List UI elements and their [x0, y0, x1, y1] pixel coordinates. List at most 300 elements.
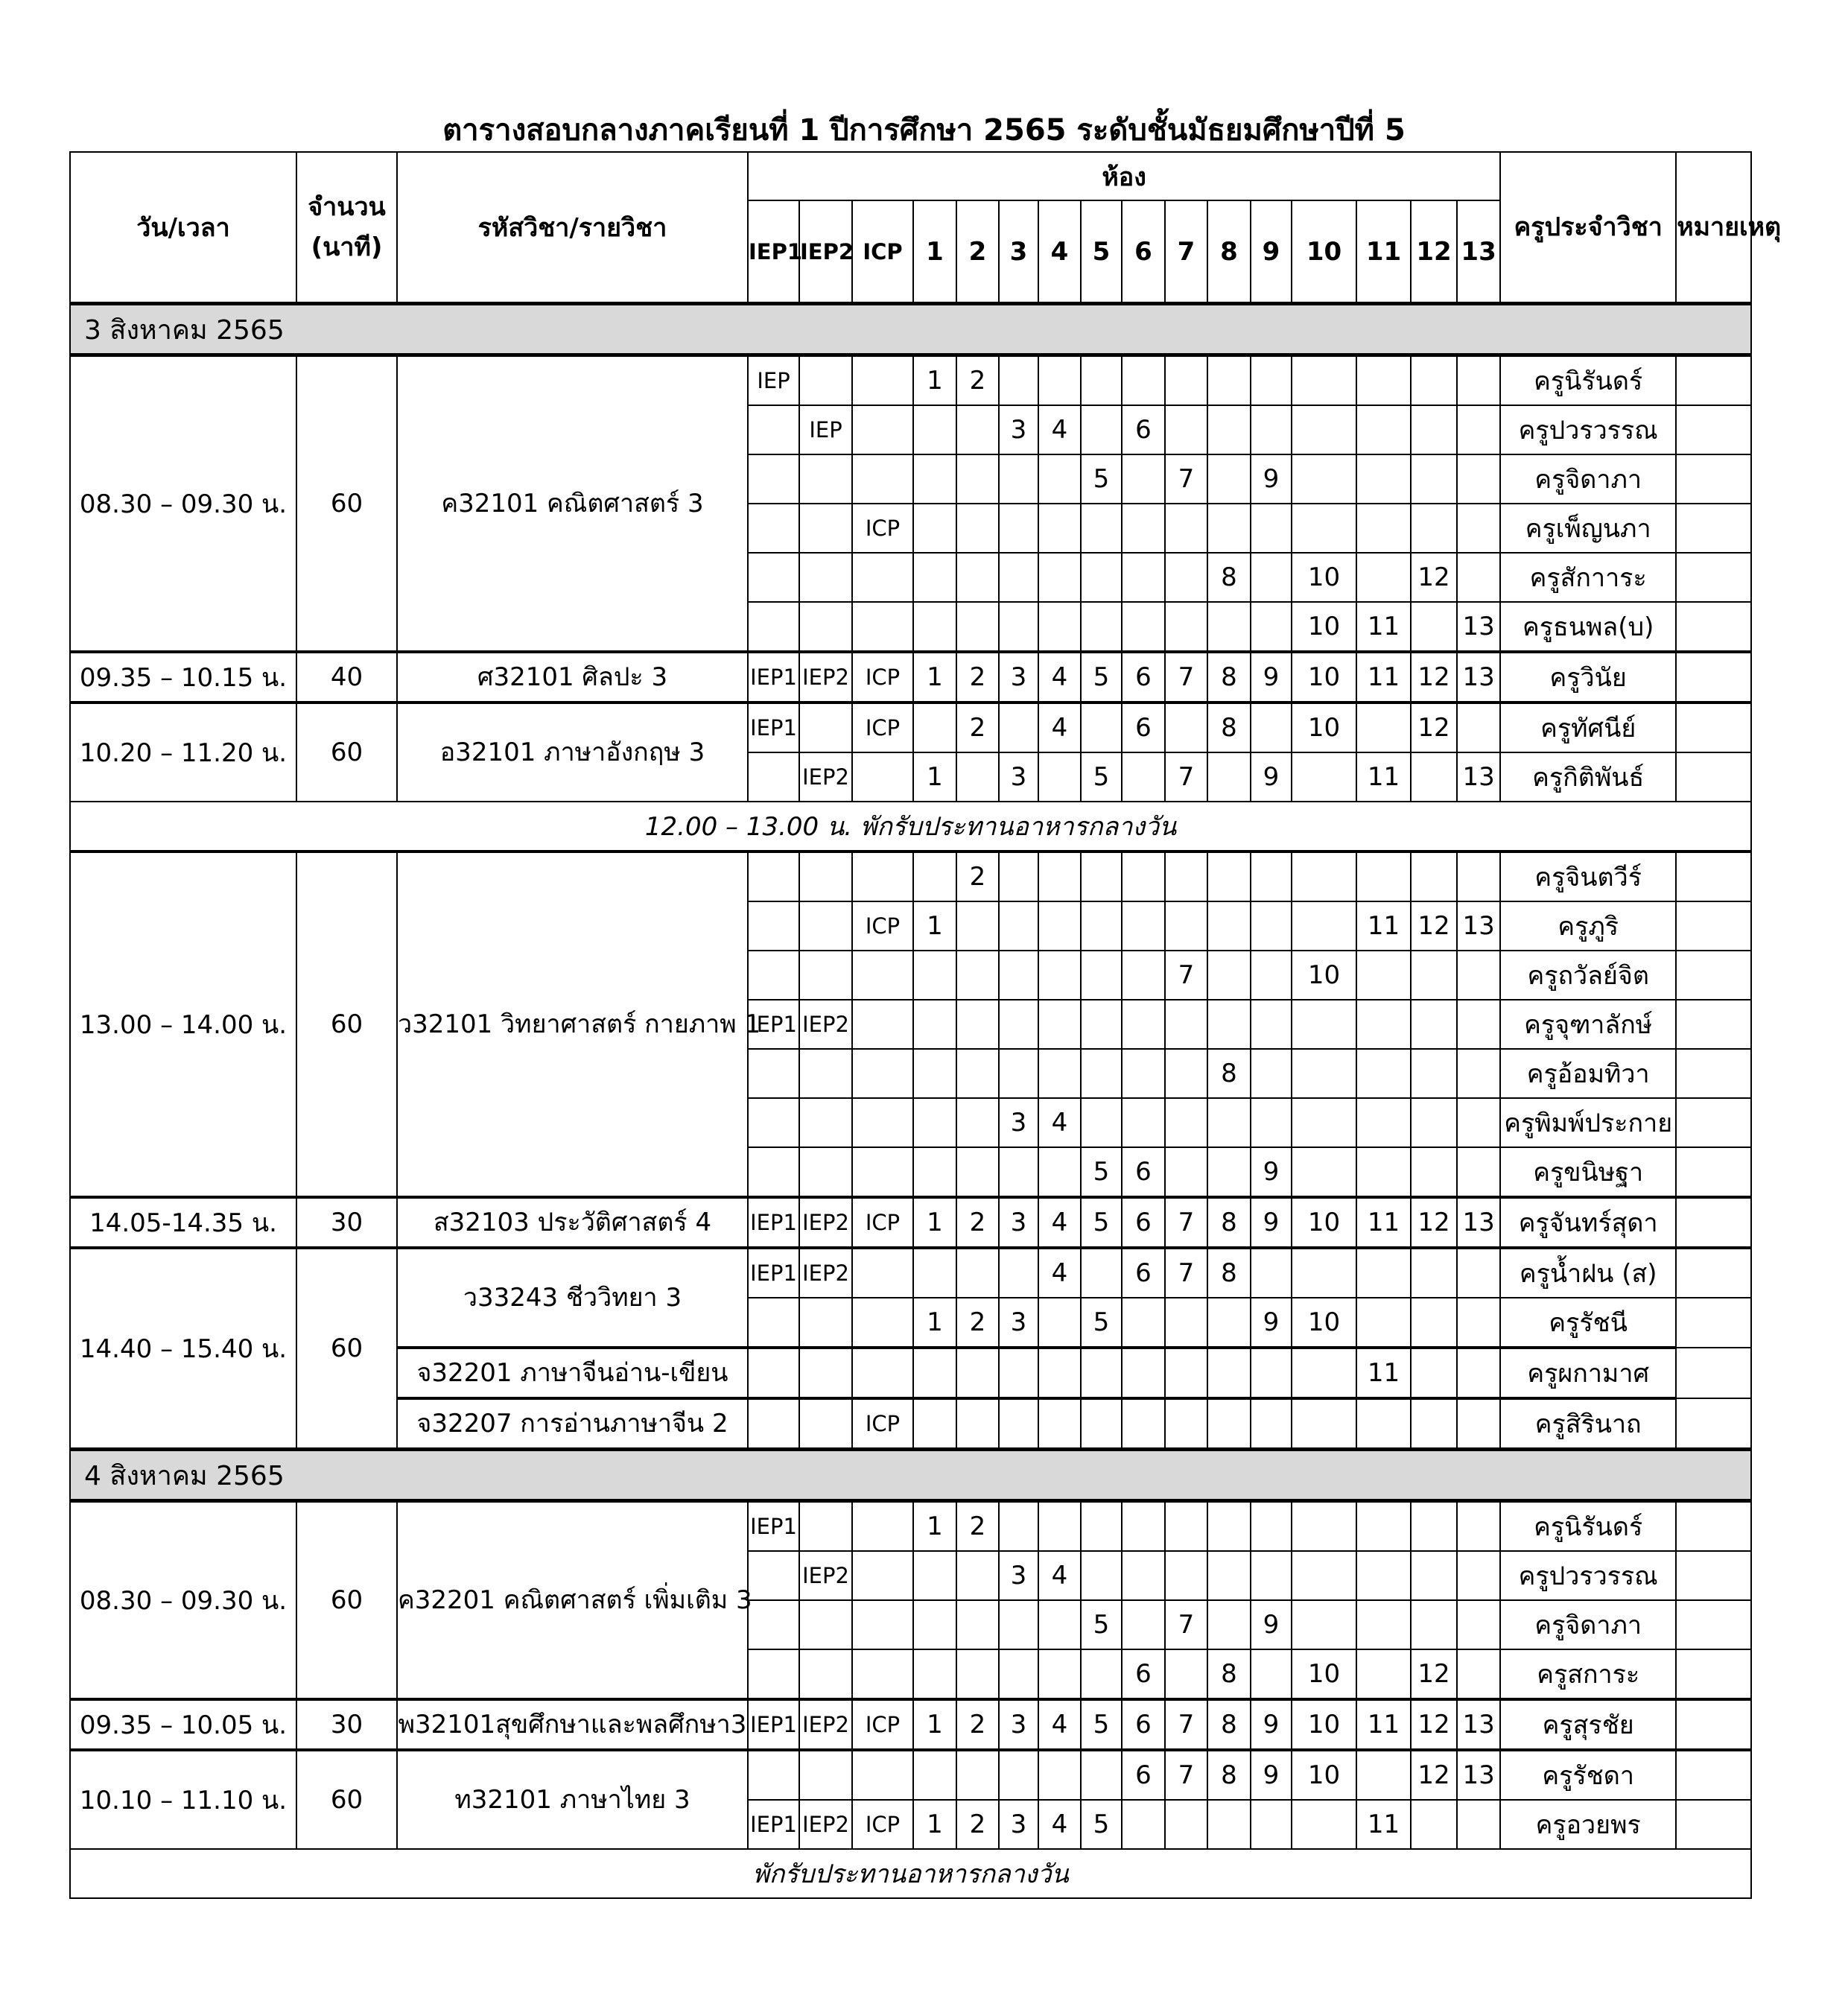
- room-cell: [1038, 851, 1081, 901]
- teacher-name: ครูอ้อมทิวา: [1500, 1049, 1676, 1098]
- room-cell: 10: [1292, 1298, 1356, 1348]
- room-cell: [1207, 1551, 1251, 1600]
- room-cell: [1292, 1398, 1356, 1450]
- room-cell: [913, 405, 956, 454]
- remark-cell: [1676, 951, 1751, 1000]
- room-cell: [1457, 1600, 1500, 1649]
- room-cell: [1207, 1348, 1251, 1398]
- room-cell: [1081, 1248, 1122, 1298]
- room-cell: 2: [956, 851, 999, 901]
- room-cell: 3: [999, 752, 1038, 802]
- room-cell: [1122, 1800, 1165, 1849]
- room-cell: [1292, 1348, 1356, 1398]
- room-cell: [1457, 1000, 1500, 1049]
- room-cell: 10: [1292, 703, 1356, 752]
- room-column-header: 12: [1411, 200, 1457, 304]
- room-cell: 7: [1165, 1600, 1207, 1649]
- room-cell: [799, 504, 852, 553]
- room-cell: [748, 1551, 799, 1600]
- room-cell: 11: [1356, 1800, 1411, 1849]
- room-cell: [1207, 1098, 1251, 1147]
- day-row: [70, 304, 1751, 355]
- room-cell: [1356, 1098, 1411, 1147]
- room-cell: [1251, 1348, 1292, 1398]
- room-cell: IEP2: [799, 1699, 852, 1750]
- header-remark: หมายเหตุ: [1676, 152, 1751, 304]
- room-cell: 3: [999, 1551, 1038, 1600]
- room-cell: [1038, 951, 1081, 1000]
- room-cell: 9: [1251, 652, 1292, 703]
- room-cell: [1457, 951, 1500, 1000]
- exam-time: 09.35 – 10.15 น.: [70, 652, 296, 703]
- room-cell: [852, 355, 913, 406]
- room-cell: [999, 454, 1038, 504]
- room-cell: [999, 1348, 1038, 1398]
- room-cell: [1081, 602, 1122, 652]
- room-cell: [1122, 1000, 1165, 1049]
- room-cell: [956, 901, 999, 951]
- room-cell: 3: [999, 652, 1038, 703]
- room-cell: [799, 1501, 852, 1552]
- room-cell: [999, 1649, 1038, 1699]
- room-cell: [1038, 1147, 1081, 1197]
- room-cell: [1292, 405, 1356, 454]
- room-cell: [1457, 454, 1500, 504]
- room-cell: [1207, 405, 1251, 454]
- room-cell: [1411, 1600, 1457, 1649]
- room-cell: [1356, 355, 1411, 406]
- room-cell: 1: [913, 1298, 956, 1348]
- room-cell: IEP1: [748, 1197, 799, 1248]
- exam-schedule-table: [69, 151, 1782, 1899]
- room-cell: [1165, 1000, 1207, 1049]
- room-cell: 10: [1292, 652, 1356, 703]
- room-cell: [1122, 1348, 1165, 1398]
- room-cell: [1038, 1649, 1081, 1699]
- room-cell: 12: [1411, 652, 1457, 703]
- room-cell: [913, 1248, 956, 1298]
- room-cell: [1251, 1551, 1292, 1600]
- room-cell: [1251, 1501, 1292, 1552]
- room-cell: ICP: [852, 703, 913, 752]
- room-cell: [1165, 1501, 1207, 1552]
- room-cell: [1038, 1000, 1081, 1049]
- room-cell: 7: [1165, 454, 1207, 504]
- room-cell: [1356, 703, 1411, 752]
- teacher-name: ครูจันทร์สุดา: [1500, 1197, 1676, 1248]
- day-date: 3 สิงหาคม 2565: [70, 304, 1751, 355]
- remark-cell: [1676, 703, 1751, 752]
- room-cell: IEP1: [748, 703, 799, 752]
- room-cell: [1081, 1398, 1122, 1450]
- teacher-name: ครูสุรชัย: [1500, 1699, 1676, 1750]
- room-cell: [1292, 1049, 1356, 1098]
- room-cell: [1165, 1800, 1207, 1849]
- room-cell: [1251, 355, 1292, 406]
- room-cell: ICP: [852, 1699, 913, 1750]
- room-cell: [1081, 901, 1122, 951]
- room-cell: [1165, 1348, 1207, 1398]
- room-cell: [1411, 1000, 1457, 1049]
- room-cell: [1081, 1049, 1122, 1098]
- teacher-name: ครูเพ็ญนภา: [1500, 504, 1676, 553]
- room-cell: [1207, 454, 1251, 504]
- room-cell: [1038, 1348, 1081, 1398]
- room-cell: 4: [1038, 1800, 1081, 1849]
- room-cell: [1122, 1098, 1165, 1147]
- room-cell: 11: [1356, 652, 1411, 703]
- room-cell: 4: [1038, 405, 1081, 454]
- room-cell: [852, 951, 913, 1000]
- room-cell: [799, 602, 852, 652]
- room-cell: [956, 1049, 999, 1098]
- room-cell: [999, 1000, 1038, 1049]
- subject-name: ค32101 คณิตศาสตร์ 3: [397, 355, 748, 653]
- room-cell: [1292, 851, 1356, 901]
- room-cell: 2: [956, 652, 999, 703]
- room-cell: [913, 1049, 956, 1098]
- room-cell: 7: [1165, 752, 1207, 802]
- lunch-break-row: [70, 1849, 1751, 1898]
- exam-time: 09.35 – 10.05 น.: [70, 1699, 296, 1750]
- room-cell: [1356, 1049, 1411, 1098]
- room-cell: [799, 1348, 852, 1398]
- room-cell: [1122, 454, 1165, 504]
- room-cell: 1: [913, 1800, 956, 1849]
- remark-cell: [1676, 652, 1751, 703]
- room-cell: [1038, 1501, 1081, 1552]
- room-cell: [1356, 1649, 1411, 1699]
- room-cell: 12: [1411, 1750, 1457, 1800]
- room-cell: 7: [1165, 1248, 1207, 1298]
- room-cell: [913, 1398, 956, 1450]
- room-cell: 10: [1292, 1699, 1356, 1750]
- room-cell: [1411, 602, 1457, 652]
- room-cell: 10: [1292, 951, 1356, 1000]
- room-cell: [1411, 1551, 1457, 1600]
- room-cell: [1292, 1600, 1356, 1649]
- room-cell: [1122, 355, 1165, 406]
- room-cell: [799, 1049, 852, 1098]
- room-cell: [999, 901, 1038, 951]
- room-cell: IEP2: [799, 752, 852, 802]
- room-cell: [852, 1348, 913, 1398]
- room-cell: [1356, 454, 1411, 504]
- room-cell: 12: [1411, 703, 1457, 752]
- lunch-break-label: 12.00 – 13.00 น. พักรับประทานอาหารกลางวัน: [70, 802, 1751, 851]
- exam-time: 10.10 – 11.10 น.: [70, 1750, 296, 1849]
- room-cell: [1457, 1147, 1500, 1197]
- room-cell: [913, 1600, 956, 1649]
- room-cell: [748, 454, 799, 504]
- room-cell: [913, 1649, 956, 1699]
- room-cell: [956, 1398, 999, 1450]
- exam-duration: 60: [296, 703, 397, 802]
- room-cell: [748, 1600, 799, 1649]
- schedule-row: [70, 703, 1751, 752]
- room-cell: [748, 1348, 799, 1398]
- room-cell: 11: [1356, 901, 1411, 951]
- room-cell: [1457, 355, 1500, 406]
- room-column-header: 2: [956, 200, 999, 304]
- room-column-header: IEP2: [799, 200, 852, 304]
- room-cell: ICP: [852, 1197, 913, 1248]
- room-cell: [799, 1649, 852, 1699]
- room-cell: [999, 355, 1038, 406]
- room-cell: [1356, 1501, 1411, 1552]
- room-cell: [748, 1298, 799, 1348]
- room-cell: [1457, 1298, 1500, 1348]
- room-cell: [1038, 1750, 1081, 1800]
- room-cell: [1165, 901, 1207, 951]
- room-cell: ICP: [852, 1398, 913, 1450]
- subject-name: ค32201 คณิตศาสตร์ เพิ่มเติม 3: [397, 1501, 748, 1700]
- room-cell: [999, 1398, 1038, 1450]
- room-cell: [1292, 1147, 1356, 1197]
- room-cell: [913, 703, 956, 752]
- room-cell: 12: [1411, 1649, 1457, 1699]
- room-cell: 2: [956, 355, 999, 406]
- room-cell: [913, 1750, 956, 1800]
- room-cell: 4: [1038, 652, 1081, 703]
- room-cell: [852, 1049, 913, 1098]
- teacher-name: ครูพิมพ์ประกาย: [1500, 1098, 1676, 1147]
- room-cell: [1251, 1649, 1292, 1699]
- room-cell: [852, 851, 913, 901]
- room-cell: 11: [1356, 1699, 1411, 1750]
- room-cell: [1122, 851, 1165, 901]
- exam-time: 13.00 – 14.00 น.: [70, 851, 296, 1197]
- room-cell: 7: [1165, 652, 1207, 703]
- room-cell: [1165, 355, 1207, 406]
- room-cell: 9: [1251, 1750, 1292, 1800]
- room-cell: [1038, 553, 1081, 602]
- room-cell: 2: [956, 1800, 999, 1849]
- room-cell: [1411, 1398, 1457, 1450]
- room-cell: [1081, 355, 1122, 406]
- lunch-break-label: พักรับประทานอาหารกลางวัน: [70, 1849, 1751, 1898]
- teacher-name: ครูกิติพันธ์: [1500, 752, 1676, 802]
- header-duration: จำนวน (นาที): [296, 152, 397, 304]
- header-date-time: วัน/เวลา: [70, 152, 296, 304]
- room-cell: [852, 553, 913, 602]
- room-cell: 6: [1122, 1750, 1165, 1800]
- remark-cell: [1676, 553, 1751, 602]
- room-cell: [1207, 901, 1251, 951]
- room-cell: [1356, 1000, 1411, 1049]
- room-cell: [1038, 1600, 1081, 1649]
- room-cell: 5: [1081, 1197, 1122, 1248]
- room-cell: [1457, 1649, 1500, 1699]
- room-cell: IEP2: [799, 652, 852, 703]
- room-cell: [852, 752, 913, 802]
- teacher-name: ครูวินัย: [1500, 652, 1676, 703]
- room-cell: [1122, 1398, 1165, 1450]
- room-cell: [799, 1750, 852, 1800]
- teacher-name: ครูทัศนีย์: [1500, 703, 1676, 752]
- room-column-header: 1: [913, 200, 956, 304]
- room-cell: [1251, 1098, 1292, 1147]
- room-cell: [799, 355, 852, 406]
- room-cell: 10: [1292, 553, 1356, 602]
- remark-cell: [1676, 1551, 1751, 1600]
- room-cell: [1356, 851, 1411, 901]
- room-cell: [1122, 553, 1165, 602]
- room-cell: [1081, 1501, 1122, 1552]
- remark-cell: [1676, 1147, 1751, 1197]
- room-cell: [956, 1098, 999, 1147]
- room-cell: [1165, 1049, 1207, 1098]
- room-cell: [956, 504, 999, 553]
- room-cell: [1457, 1551, 1500, 1600]
- room-cell: 3: [999, 1800, 1038, 1849]
- room-cell: [1165, 1298, 1207, 1348]
- room-cell: [999, 504, 1038, 553]
- exam-time: 14.40 – 15.40 น.: [70, 1248, 296, 1450]
- room-cell: [1122, 1551, 1165, 1600]
- room-cell: [748, 602, 799, 652]
- exam-time: 08.30 – 09.30 น.: [70, 1501, 296, 1700]
- room-cell: [1207, 1398, 1251, 1450]
- room-column-header: 7: [1165, 200, 1207, 304]
- room-cell: [1122, 752, 1165, 802]
- room-cell: [799, 454, 852, 504]
- room-column-header: 13: [1457, 200, 1500, 304]
- room-cell: [1165, 602, 1207, 652]
- room-column-header: IEP1: [748, 200, 799, 304]
- remark-cell: [1676, 1248, 1751, 1298]
- room-cell: 4: [1038, 1551, 1081, 1600]
- room-cell: ICP: [852, 1800, 913, 1849]
- room-cell: [999, 1248, 1038, 1298]
- room-cell: [913, 1000, 956, 1049]
- room-cell: [1165, 1551, 1207, 1600]
- remark-cell: [1676, 752, 1751, 802]
- room-cell: 4: [1038, 1248, 1081, 1298]
- remark-cell: [1676, 1750, 1751, 1800]
- day-row: [70, 1450, 1751, 1501]
- room-cell: 6: [1122, 1147, 1165, 1197]
- room-cell: IEP1: [748, 1699, 799, 1750]
- room-cell: [799, 1147, 852, 1197]
- room-cell: [1165, 553, 1207, 602]
- room-cell: [1292, 1800, 1356, 1849]
- exam-time: 10.20 – 11.20 น.: [70, 703, 296, 802]
- room-cell: [1207, 851, 1251, 901]
- room-column-header: ICP: [852, 200, 913, 304]
- room-cell: [799, 951, 852, 1000]
- room-cell: [852, 1298, 913, 1348]
- teacher-name: ครูสักาาระ: [1500, 553, 1676, 602]
- room-cell: [1356, 1298, 1411, 1348]
- room-cell: [1165, 1649, 1207, 1699]
- room-cell: [956, 405, 999, 454]
- teacher-name: ครูผกามาศ: [1500, 1348, 1676, 1398]
- exam-duration: 60: [296, 355, 397, 653]
- subject-name: จ32201 ภาษาจีนอ่าน-เขียน: [397, 1348, 748, 1398]
- room-cell: [1411, 1501, 1457, 1552]
- room-cell: [1081, 951, 1122, 1000]
- exam-duration: 60: [296, 851, 397, 1197]
- room-cell: [1411, 1800, 1457, 1849]
- room-cell: [852, 1098, 913, 1147]
- room-cell: [1165, 1398, 1207, 1450]
- room-cell: [1411, 1147, 1457, 1197]
- room-cell: 5: [1081, 652, 1122, 703]
- room-cell: IEP2: [799, 1248, 852, 1298]
- teacher-name: ครูน้ำฝน (ส): [1500, 1248, 1676, 1298]
- room-cell: [1207, 1298, 1251, 1348]
- room-cell: [1165, 1098, 1207, 1147]
- remark-cell: [1676, 1098, 1751, 1147]
- room-cell: [1411, 1098, 1457, 1147]
- room-cell: [748, 405, 799, 454]
- room-cell: [1356, 1398, 1411, 1450]
- room-cell: 5: [1081, 1147, 1122, 1197]
- teacher-name: ครูจินตวีร์: [1500, 851, 1676, 901]
- teacher-name: ครูจุฑาลักษ์: [1500, 1000, 1676, 1049]
- day-date: 4 สิงหาคม 2565: [70, 1450, 1751, 1501]
- teacher-name: ครูขนิษฐา: [1500, 1147, 1676, 1197]
- teacher-name: ครูธนพล(บ): [1500, 602, 1676, 652]
- room-cell: [913, 1348, 956, 1398]
- room-cell: 8: [1207, 1649, 1251, 1699]
- room-cell: IEP2: [799, 1000, 852, 1049]
- room-cell: [1207, 1600, 1251, 1649]
- room-cell: [1122, 1600, 1165, 1649]
- room-cell: [913, 851, 956, 901]
- room-cell: [799, 851, 852, 901]
- schedule-row: [70, 851, 1751, 901]
- room-cell: [748, 1649, 799, 1699]
- room-cell: [1081, 703, 1122, 752]
- room-cell: 6: [1122, 1248, 1165, 1298]
- room-cell: [1207, 1800, 1251, 1849]
- room-cell: [1038, 504, 1081, 553]
- room-cell: IEP2: [799, 1197, 852, 1248]
- room-cell: [956, 1348, 999, 1398]
- room-cell: [852, 1750, 913, 1800]
- remark-cell: [1676, 602, 1751, 652]
- schedule-row: [70, 1197, 1751, 1248]
- teacher-name: ครูสิรินาถ: [1500, 1398, 1676, 1450]
- room-cell: 4: [1038, 703, 1081, 752]
- teacher-name: ครูปวรวรรณ: [1500, 1551, 1676, 1600]
- room-cell: 8: [1207, 1699, 1251, 1750]
- room-cell: IEP1: [748, 1800, 799, 1849]
- room-cell: [999, 851, 1038, 901]
- room-cell: 6: [1122, 1197, 1165, 1248]
- room-cell: 12: [1411, 901, 1457, 951]
- room-cell: [999, 1147, 1038, 1197]
- room-cell: 12: [1411, 553, 1457, 602]
- room-cell: [1457, 851, 1500, 901]
- room-cell: [1356, 405, 1411, 454]
- room-cell: IEP: [748, 355, 799, 406]
- room-cell: [1457, 1248, 1500, 1298]
- room-column-header: 9: [1251, 200, 1292, 304]
- exam-duration: 30: [296, 1699, 397, 1750]
- room-cell: [1081, 1649, 1122, 1699]
- room-cell: [1165, 1147, 1207, 1197]
- room-cell: [1122, 602, 1165, 652]
- room-cell: [852, 1600, 913, 1649]
- teacher-name: ครูนิรันดร์: [1500, 1501, 1676, 1552]
- room-cell: 1: [913, 1197, 956, 1248]
- room-cell: [1457, 1098, 1500, 1147]
- room-cell: [1207, 752, 1251, 802]
- room-cell: [1207, 1501, 1251, 1552]
